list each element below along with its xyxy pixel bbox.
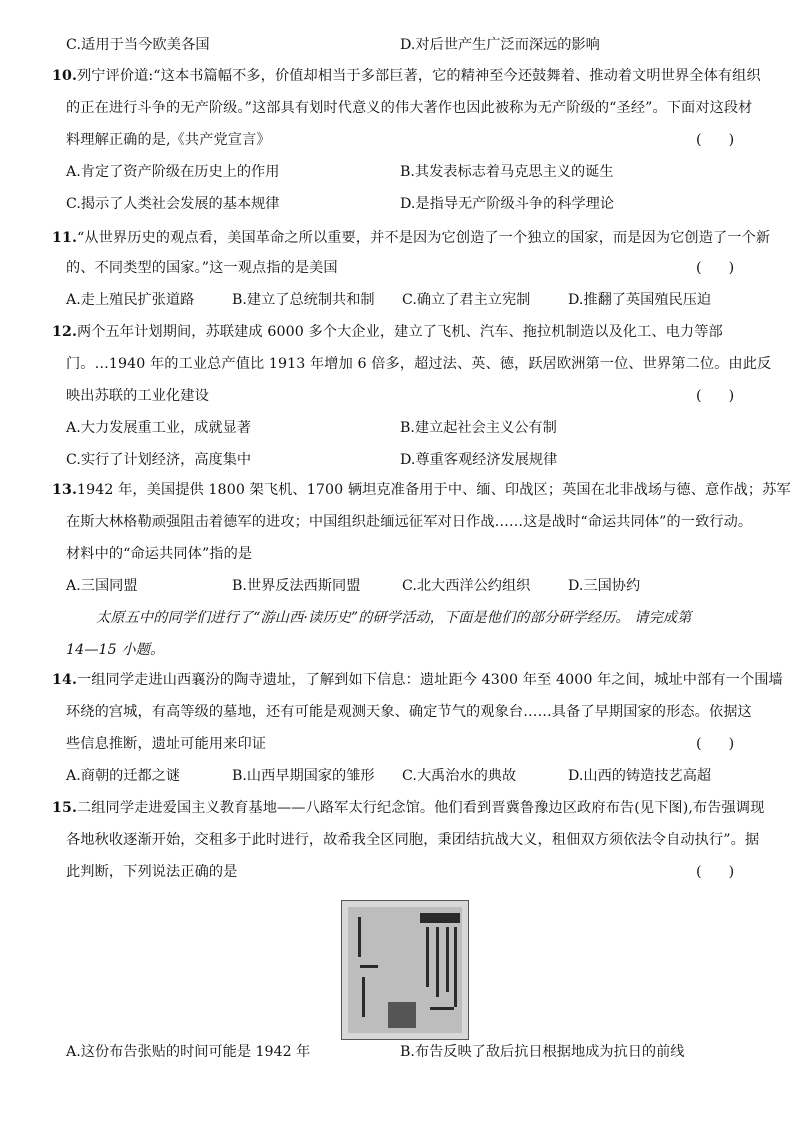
notice-text-column (436, 927, 439, 997)
question-text: 环绕的宫城，有高等级的墓地，还有可能是观测天象、确定节气的观象台……具备了早期国家的形态。依据这 (66, 704, 752, 720)
question-text: C.适用于当今欧美各国 (66, 37, 210, 53)
question-text-line (52, 670, 783, 690)
notice-signature-mark (430, 1007, 454, 1010)
notice-paper (348, 907, 462, 1033)
question-text: 此判断，下列说法正确的是 (66, 864, 238, 880)
question-text-line (66, 512, 752, 532)
answer-option: A.走上殖民扩张道路 (66, 292, 195, 308)
government-notice-photo (341, 900, 469, 1040)
question-text: 的正在进行斗争的无产阶级。”这部具有划时代意义的伟大著作也因此被称为无产阶级的“圣经”。下面对这段材 (66, 100, 753, 116)
question-text: 两个五年计划期间，苏联建成 6000 多个大企业，建立了飞机、汽车、拖拉机制造以及化工、电力等部 (76, 324, 723, 340)
answer-option: D.尊重客观经济发展规律 (400, 452, 558, 468)
answer-bracket: ( ) (696, 132, 735, 148)
answer-option: B.其发表标志着马克思主义的诞生 (400, 164, 614, 180)
question-text-line (66, 544, 252, 564)
answer-option: D.三国协约 (568, 578, 641, 594)
section-intro-line: 14—15 小题。 (66, 642, 165, 658)
notice-seal (388, 1002, 416, 1028)
answer-option: C.大禹治水的典故 (402, 768, 517, 784)
question-number: 15. (52, 800, 77, 816)
question-text: “从世界历史的观点看，美国革命之所以重要，并不是因为它创造了一个独立的国家，而是因为它创造了一个新 (76, 230, 771, 246)
answer-option: A.商朝的迁都之谜 (66, 768, 181, 784)
question-text-line (66, 386, 209, 406)
question-number: 14. (52, 672, 77, 688)
answer-option: A.三国同盟 (66, 578, 138, 594)
answer-bracket: ( ) (696, 736, 735, 752)
answer-option: C.北大西洋公约组织 (402, 578, 531, 594)
question-text-line (52, 322, 723, 342)
question-text: 映出苏联的工业化建设 (66, 388, 209, 404)
question-text: 各地秋收逐渐开始，交租多于此时进行，故希我全区同胞，秉团结抗战大义，租佃双方须依法令自动执行”。据 (66, 832, 760, 848)
answer-option: C.确立了君主立宪制 (402, 292, 531, 308)
question-text-line (66, 130, 271, 150)
question-text-line (66, 258, 338, 278)
answer-option: B.建立起社会主义公有制 (400, 420, 557, 436)
question-text: 二组同学走进爱国主义教育基地——八路军太行纪念馆。他们看到晋冀鲁豫边区政府布告(见下图),布告强调现 (76, 800, 765, 816)
question-text-line (66, 702, 752, 722)
question-number: 11. (52, 230, 77, 246)
question-number: 13. (52, 482, 77, 498)
question-text-line (66, 98, 752, 118)
answer-option: D.山西的铸造技艺高超 (568, 768, 712, 784)
question-text-line (66, 35, 210, 55)
question-number: 10. (52, 68, 77, 84)
answer-option: C.实行了计划经济，高度集中 (66, 452, 252, 468)
answer-option: D.对后世产生广泛而深远的影响 (400, 37, 600, 53)
question-text-line (52, 798, 764, 818)
answer-bracket: ( ) (696, 260, 735, 276)
answer-option: B.建立了总统制共和制 (232, 292, 375, 308)
question-text-line (52, 228, 770, 248)
answer-option: A.大力发展重工业，成就显著 (66, 420, 252, 436)
question-text: 一组同学走进山西襄汾的陶寺遗址，了解到如下信息：遗址距今 4300 年至 4000 年之间，城址中部有一个围墙 (76, 672, 783, 688)
notice-text-column (446, 927, 449, 992)
question-text-line (52, 66, 761, 86)
notice-date-column (362, 977, 365, 1017)
question-text: 门。…1940 年的工业总产值比 1913 年增加 6 倍多，超过法、英、德，跃居欧洲第一位、世界第二位。由此反 (66, 356, 772, 372)
answer-option: A.这份布告张贴的时间可能是 1942 年 (66, 1044, 311, 1060)
question-text: 料理解正确的是,《共产党宣言》 (66, 132, 271, 148)
notice-header-mark (420, 913, 460, 923)
answer-option: B.山西早期国家的雏形 (232, 768, 375, 784)
question-text-line (66, 354, 771, 374)
answer-bracket: ( ) (696, 388, 735, 404)
notice-text-column (426, 927, 429, 987)
question-text-line (66, 734, 266, 754)
answer-option: C.揭示了人类社会发展的基本规律 (66, 196, 280, 212)
notice-date-mark (360, 965, 378, 968)
question-text: 在斯大林格勒顽强阻击着德军的进攻；中国组织赴缅远征军对日作战……这是战时“命运共同体”的一致行动。 (66, 514, 753, 530)
question-text: 材料中的“命运共同体”指的是 (66, 546, 253, 562)
notice-text-column (454, 927, 457, 1007)
answer-option: A.肯定了资产阶级在历史上的作用 (66, 164, 280, 180)
question-text: 列宁评价道:“这本书篇幅不多，价值却相当于多部巨著，它的精神至今还鼓舞着、推动着文明世界全体有组织 (76, 68, 761, 84)
answer-option: D.推翻了英国殖民压迫 (568, 292, 712, 308)
question-text: 1942 年，美国提供 1800 架飞机、1700 辆坦克准备用于中、缅、印战区；英国在北非战场与德、意作战；苏军 (76, 482, 791, 498)
question-text-line (52, 480, 791, 500)
question-text: 些信息推断，遗址可能用来印证 (66, 736, 267, 752)
answer-option: D.是指导无产阶级斗争的科学理论 (400, 196, 615, 212)
answer-option: B.布告反映了敌后抗日根据地成为抗日的前线 (400, 1044, 685, 1060)
section-intro-line: 太原五中的同学们进行了“游山西·读历史”的研学活动，下面是他们的部分研学经历。 请完成第 (96, 610, 692, 626)
question-text: 的、不同类型的国家。”这一观点指的是美国 (66, 260, 338, 276)
answer-option: B.世界反法西斯同盟 (232, 578, 361, 594)
notice-date-column (358, 917, 361, 957)
answer-bracket: ( ) (696, 864, 735, 880)
question-number: 12. (52, 324, 77, 340)
question-text-line (66, 862, 237, 882)
question-text-line (66, 830, 759, 850)
